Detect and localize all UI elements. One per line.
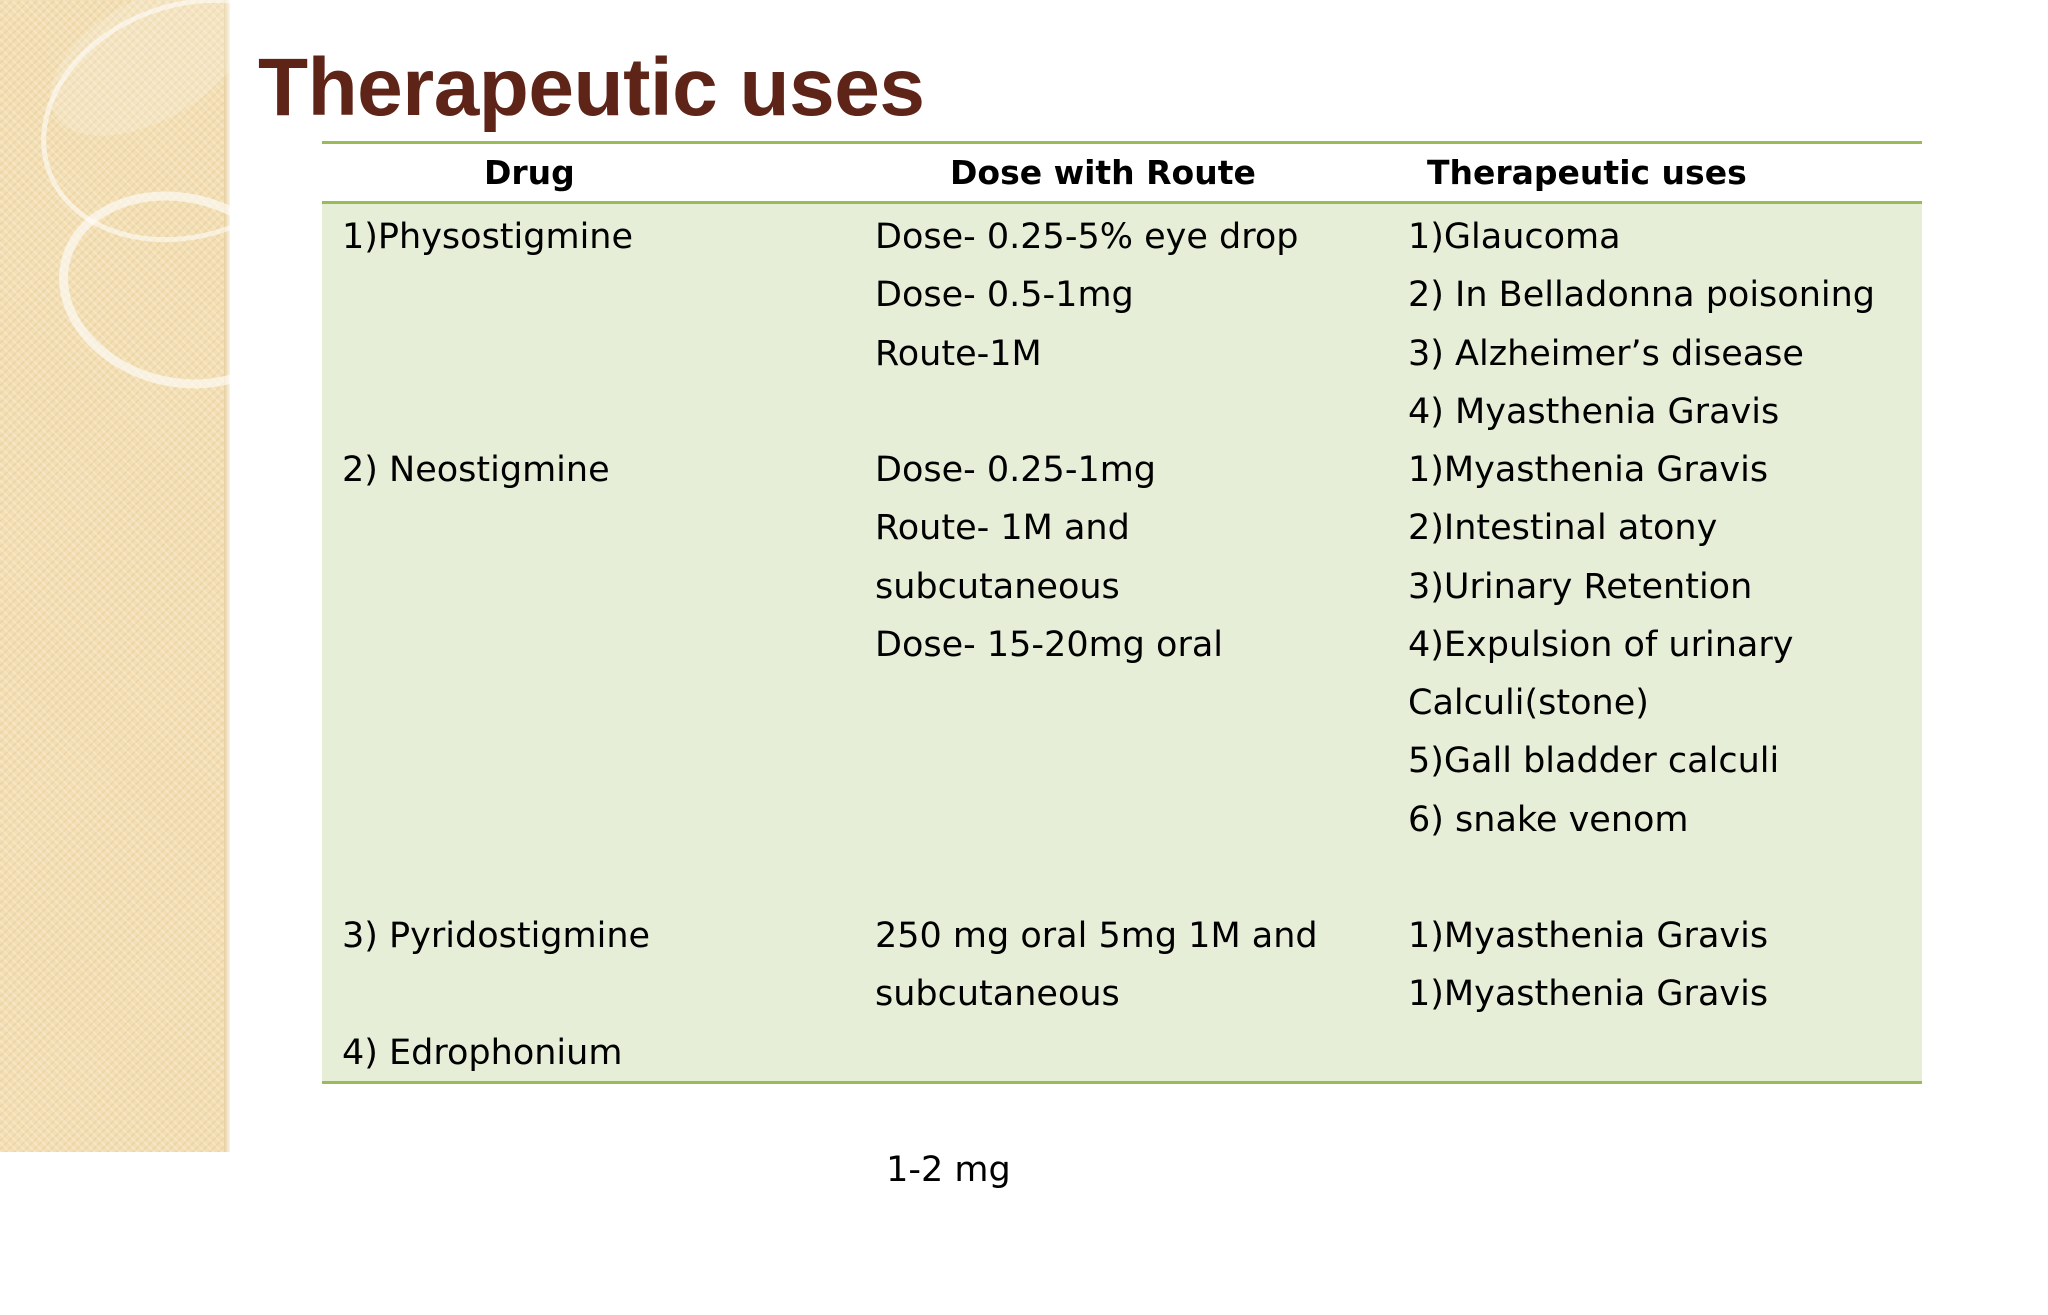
- drug-name: 1)Physostigmine: [342, 217, 634, 257]
- use-line: 2) In Belladonna poisoning: [1408, 275, 1875, 316]
- dose-line: Route-1M: [875, 333, 1042, 374]
- decorative-rings: [0, 0, 300, 420]
- dose-line: Dose- 0.25-5% eye drop: [875, 217, 1299, 257]
- dose-line: 250 mg oral 5mg 1M and: [875, 916, 1318, 956]
- drug-cell: [342, 441, 610, 499]
- use-line: 3) Alzheimer’s disease: [1408, 333, 1804, 374]
- dose-line: Dose- 0.25-1mg: [875, 450, 1157, 490]
- dose-line: subcutaneous: [875, 974, 1120, 1015]
- drug-name: 4) Edrophonium: [342, 1033, 623, 1073]
- use-line: 1)Myasthenia Gravis: [1408, 916, 1769, 956]
- drug-name: 3) Pyridostigmine: [342, 916, 651, 956]
- use-line: 1)Myasthenia Gravis: [1408, 974, 1769, 1015]
- drug-cell: [342, 208, 633, 266]
- uses-cell: [1408, 441, 1793, 849]
- use-line: 3)Urinary Retention: [1408, 566, 1753, 607]
- dose-line: subcutaneous: [875, 566, 1120, 607]
- dose-cell: [875, 907, 1318, 1024]
- dose-line: Route- 1M and: [875, 508, 1130, 549]
- use-line: 6) snake venom: [1408, 799, 1689, 840]
- slide-title: Therapeutic uses: [258, 42, 925, 133]
- dose-cell: [875, 208, 1298, 383]
- header-therapeutic-uses: Therapeutic uses: [1427, 153, 1747, 192]
- uses-cell: [1408, 208, 1875, 441]
- drug-cell: [342, 907, 650, 965]
- table-header-row: [322, 144, 1922, 204]
- therapeutic-uses-table: [322, 141, 1922, 1190]
- use-line: 4) Myasthenia Gravis: [1408, 391, 1780, 432]
- drug-name: 2) Neostigmine: [342, 450, 610, 490]
- use-line: 1)Glaucoma: [1408, 217, 1621, 257]
- use-line: 4)Expulsion of urinary: [1408, 624, 1794, 665]
- use-line: 2)Intestinal atony: [1408, 508, 1718, 549]
- dose-cell: [875, 1024, 1011, 1315]
- dose-cell: [875, 441, 1223, 674]
- dose-line: Dose- 15-20mg oral: [875, 624, 1224, 665]
- drug-cell: [342, 1024, 622, 1082]
- use-line: Calculi(stone): [1408, 683, 1649, 724]
- dose-line: Dose- 0.5-1mg: [875, 275, 1134, 316]
- header-drug: Drug: [484, 153, 575, 192]
- use-line: 5)Gall bladder calculi: [1408, 741, 1780, 782]
- uses-cell: [1408, 907, 1768, 1024]
- use-line: 1)Myasthenia Gravis: [1408, 450, 1769, 490]
- header-dose-with-route: Dose with Route: [950, 153, 1256, 192]
- dose-line: 1-2 mg: [875, 1149, 1011, 1190]
